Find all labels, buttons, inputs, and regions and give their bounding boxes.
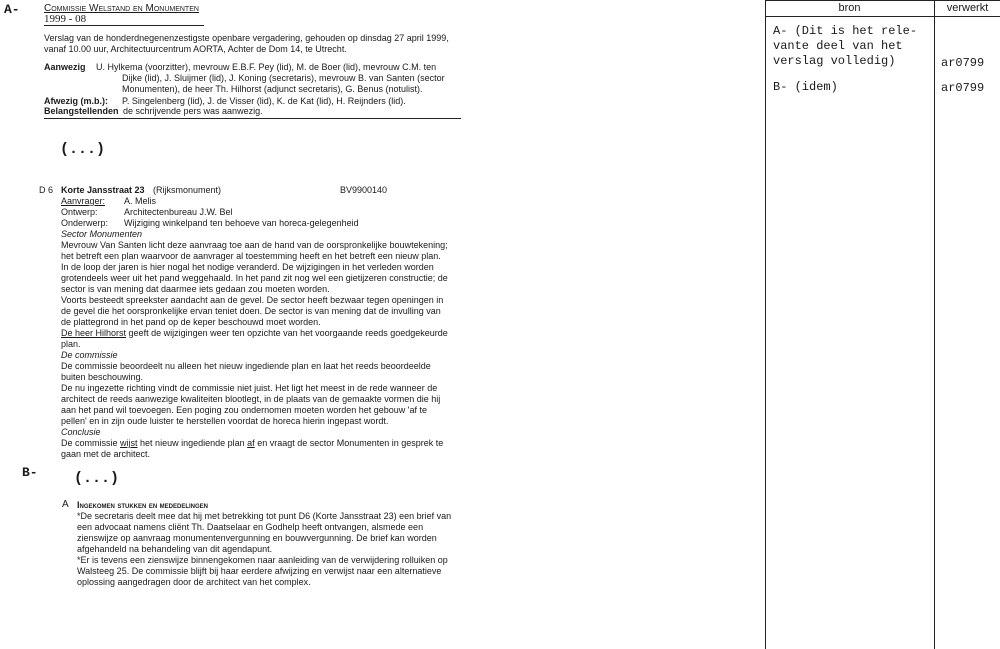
text-line: sector is van mening dat daarmee iets gedaan zou moeten worden. <box>61 284 330 294</box>
text-line: Walsteeg 25. De commissie blijft bij haar eerdere afwijzing en verwijst naar een alternatieve <box>77 566 442 576</box>
sector-heading: Sector Monumenten <box>61 229 143 239</box>
commissie-heading: De commissie <box>61 350 118 360</box>
text-line: het betreft een plan waarvoor de aanvrager al toestemming heeft en het betreft een nieuw plan. <box>61 251 441 261</box>
absent-label: Afwezig (m.b.): <box>44 96 108 106</box>
absent-text: P. Singelenberg (lid), J. de Visser (lid), K. de Kat (lid), H. Reijnders (lid). <box>122 96 406 106</box>
text-line: *De secretaris deelt mee dat hij met betrekking tot punt D6 (Korte Jansstraat 23) een brief van <box>77 511 452 521</box>
header-bottom-rule <box>44 118 461 119</box>
applicant-value: A. Melis <box>124 196 157 206</box>
ellipsis-marker: (...) <box>60 141 106 158</box>
conclusie-part: en vraagt de sector Monumenten in gesprek te <box>257 438 444 448</box>
text-line: aan het pand wil toevoegen. Een poging zou ondernomen moeten worden het gebouw 'af te <box>61 405 427 415</box>
text-line: oplossing aangedragen door de architect van het complex. <box>77 577 311 587</box>
margin-mark-a: A- <box>4 2 20 17</box>
text-line: De commissie beoordeelt nu alleen het nieuw ingediende plan en laat het reeds beoordeelde <box>61 361 431 371</box>
present-label: Aanwezig <box>44 62 86 72</box>
text-line: gaan met de architect. <box>61 449 151 459</box>
intro-line: vanaf 10.00 uur, Architectuurcentrum AORTA, Achter de Dom 14, te Utrecht. <box>44 44 347 54</box>
note-line: verslag volledig) <box>773 54 896 68</box>
column-header-processed: verwerkt <box>946 2 989 14</box>
text-line: zienswijze op aanvraag monumentenvergunning en bouwvergunning. De brief kan worden <box>77 533 437 543</box>
present-line: Dijke (lid), J. Sluijmer (lid), J. Koning (secretaris), mevrouw B. van Santen (sector <box>122 73 445 83</box>
organization-name: Commissie Welstand en Monumenten <box>44 3 199 14</box>
margin-mark-b: B- <box>22 465 38 480</box>
text-line: Voorts besteedt spreekster aandacht aan de gevel. De sector heeft bezwaar tegen openingen in <box>61 295 444 305</box>
item-code: D 6 <box>39 185 54 195</box>
conclusie-wijst: wijst <box>120 438 138 448</box>
text-line: *Er is tevens een zienswijze binnengekomen naar aanleiding van de verwijdering rolluiken op <box>77 555 448 565</box>
table-note: B- (idem) <box>773 80 838 94</box>
design-label: Ontwerp: <box>61 207 98 217</box>
hilhorst-line <box>61 328 448 338</box>
item-status: (Rijksmonument) <box>153 185 222 195</box>
intro-line: Verslag van de honderdnegenenzestigste openbare vergadering, gehouden op dinsdag 27 april 1999, <box>44 33 449 43</box>
text-line: een advocaat namens cliënt Th. Daatselaar en Godhelp heeft ontvangen, alsmede een <box>77 522 424 532</box>
hilhorst-text: geeft de wijzigingen weer ten opzichte van het voorgaande reeds goedgekeurde <box>128 328 448 338</box>
text-line: de plattegrond in het pand op de keper beschouwd moet worden. <box>61 317 321 327</box>
subject-label: Onderwerp: <box>61 218 109 228</box>
conclusie-line <box>61 438 443 448</box>
conclusie-part: De commissie <box>61 438 118 448</box>
item-title: Korte Jansstraat 23 <box>61 185 145 195</box>
table-note <box>773 24 917 69</box>
applicant-label: Aanvrager: <box>61 196 106 206</box>
text-line: Mevrouw Van Santen licht deze aanvraag toe aan de hand van de oorspronkelijke bouwtekening; <box>61 240 448 250</box>
text-line: In de loop der jaren is hier nogal het nodige veranderd. De wijzigingen in het verleden worden <box>61 262 434 272</box>
text-line: grotendeels weer uit het pand weggehaald. In het pand zit nog wel een gietijzeren constructie; de <box>61 273 448 283</box>
text-line: buiten beschouwing. <box>61 372 144 382</box>
design-value: Architectenbureau J.W. Bel <box>124 207 233 217</box>
table-left-border <box>765 0 766 649</box>
interested-text: de schrijvende pers was aanwezig. <box>123 106 263 116</box>
table-code: ar0799 <box>941 81 985 95</box>
section-heading: Ingekomen stukken en mededelingen <box>77 500 209 510</box>
conclusie-heading: Conclusie <box>61 427 101 437</box>
text-line: de gevel die het oorspronkelijke ervan teniet doen. De sector is van mening dat de invulling van <box>61 306 441 316</box>
conclusie-af: af <box>247 438 255 448</box>
present-line: U. Hylkema (voorzitter), mevrouw E.B.F. Pey (lid), M. de Boer (lid), mevrouw C.M. ten <box>96 62 437 72</box>
table-top-rule <box>765 0 1000 1</box>
text-line: architect de reeds aanwezige kwaliteiten blootlegt, in de plaats van de gemaakte vormen die hij <box>61 394 441 404</box>
text-line: pellen' en in zijn oude luister te herstellen voordat de horeca hierin ingepast wordt. <box>61 416 389 426</box>
text-line: afgehandeld na behandeling van dit agendapunt. <box>77 544 273 554</box>
table-column-divider <box>934 0 935 649</box>
table-code: ar0799 <box>941 56 985 70</box>
item-reference: BV9900140 <box>340 185 388 195</box>
header-rule <box>44 25 204 26</box>
column-header-source: bron <box>838 2 861 14</box>
table-header-rule <box>765 16 1000 17</box>
text-line: plan. <box>61 339 81 349</box>
hilhorst-name: De heer Hilhorst <box>61 328 127 338</box>
note-line: A- (Dit is het rele- <box>773 24 918 38</box>
report-number: 1999 - 08 <box>44 13 87 25</box>
present-line: Monumenten), de heer Th. Hilhorst (adjunct secretaris), G. Benus (notulist). <box>122 84 423 94</box>
text-line: De nu ingezette richting vindt de commissie niet juist. Het ligt het meest in de rede wanneer de <box>61 383 438 393</box>
note-line: vante deel van het <box>773 39 903 53</box>
section-letter: A <box>62 499 69 510</box>
conclusie-part: het nieuw ingediende plan <box>140 438 245 448</box>
interested-label: Belangstellenden <box>44 106 119 116</box>
ellipsis-marker: (...) <box>74 470 120 487</box>
subject-value: Wijziging winkelpand ten behoeve van horeca-gelegenheid <box>124 218 359 228</box>
